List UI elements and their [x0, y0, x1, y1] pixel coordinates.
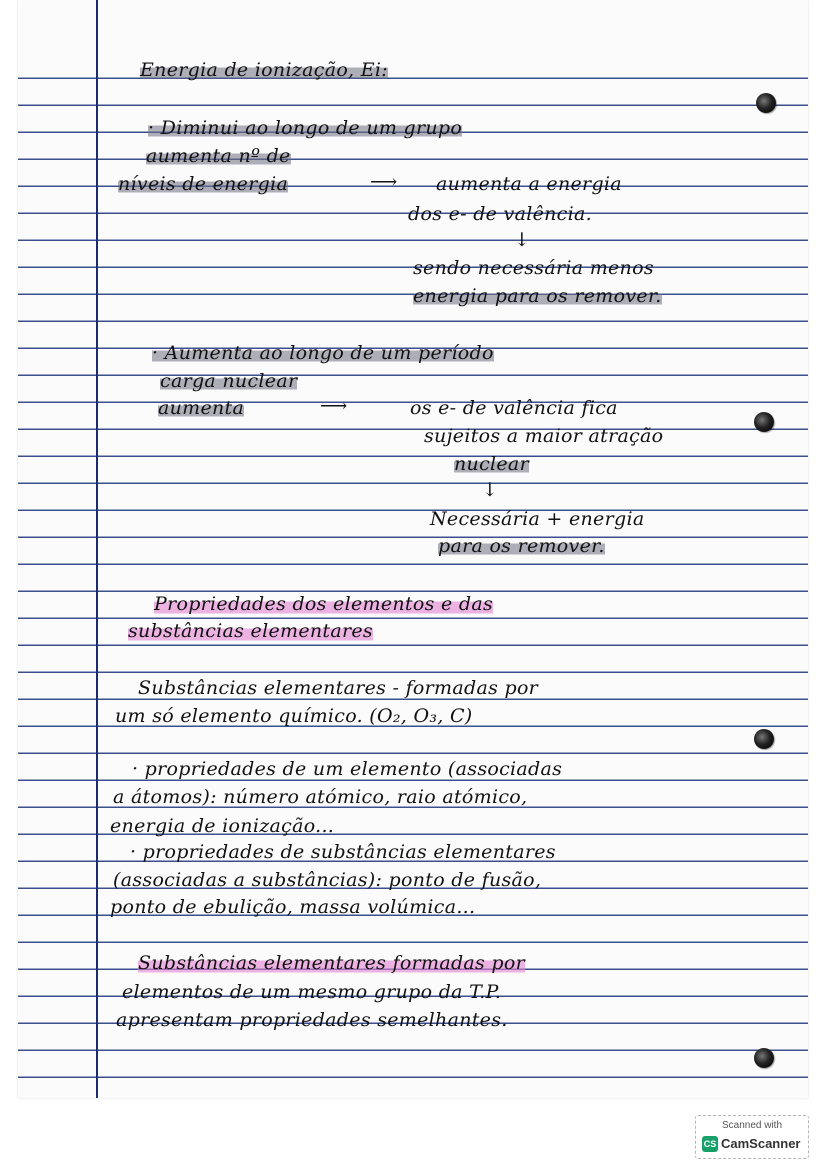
down-arrow: ↓: [482, 479, 499, 501]
substancias-line-4: a átomos): número atómico, raio atómico,: [113, 786, 528, 808]
right-arrow: ⟶: [320, 395, 348, 417]
group-trend-line-5: sendo necessária menos: [413, 257, 654, 279]
group-trend-line-2: aumenta nº de: [146, 145, 291, 167]
substancias-line-8: ponto de ebulição, massa volúmica...: [110, 896, 476, 918]
group-trend-line-4: dos e- de valência.: [408, 203, 592, 225]
group-trend-line-3a: níveis de energia: [118, 173, 289, 195]
period-trend-line-1: · Aumenta ao longo de um período: [152, 342, 494, 364]
substancias-line-5: energia de ionização...: [110, 815, 335, 837]
period-trend-line-7: para os remover.: [438, 535, 605, 557]
section-title-line-1: Propriedades dos elementos e das: [154, 593, 494, 615]
group-trend-line-1: · Diminui ao longo de um grupo: [148, 117, 463, 139]
substancias-line-2: um só elemento químico. (O₂, O₃, C): [115, 705, 473, 727]
period-trend-line-2: carga nuclear: [160, 370, 298, 392]
substancias-line-7: (associadas a substâncias): ponto de fusão,: [113, 869, 542, 891]
period-trend-line-4: sujeitos a maior atração: [424, 425, 664, 447]
binder-hole: [756, 93, 776, 113]
substancias-line-11: apresentam propriedades semelhantes.: [116, 1009, 508, 1031]
watermark-brand: CamScanner: [721, 1136, 801, 1151]
notebook-page: [18, 0, 808, 1098]
substancias-line-6: · propriedades de substâncias elementares: [130, 841, 556, 863]
camscanner-watermark: [695, 1115, 809, 1159]
margin-line: [96, 0, 98, 1098]
group-trend-line-3b: aumenta a energia: [436, 173, 622, 195]
group-trend-line-6: energia para os remover.: [413, 285, 662, 307]
binder-hole: [754, 1048, 774, 1068]
right-arrow: ⟶: [370, 171, 398, 193]
substancias-line-1: Substâncias elementares - formadas por: [138, 677, 539, 699]
binder-hole: [754, 729, 774, 749]
substancias-line-10: elementos de um mesmo grupo da T.P.: [122, 981, 502, 1003]
substancias-line-3: · propriedades de um elemento (associadas: [132, 758, 563, 780]
section-title-line-2: substâncias elementares: [128, 620, 373, 642]
down-arrow: ↓: [514, 229, 531, 251]
notes-title: Energia de ionização, Ei:: [140, 59, 388, 81]
watermark-caption: Scanned with: [721, 1120, 783, 1131]
substancias-line-9: Substâncias elementares formadas por: [138, 952, 526, 974]
page-header-area: [18, 0, 808, 56]
period-trend-line-5: nuclear: [454, 453, 529, 475]
period-trend-line-3b: os e- de valência fica: [410, 397, 618, 419]
binder-hole: [754, 412, 774, 432]
period-trend-line-6: Necessária + energia: [430, 508, 645, 530]
camscanner-logo-icon: CS: [702, 1136, 718, 1152]
period-trend-line-3a: aumenta: [158, 397, 245, 419]
